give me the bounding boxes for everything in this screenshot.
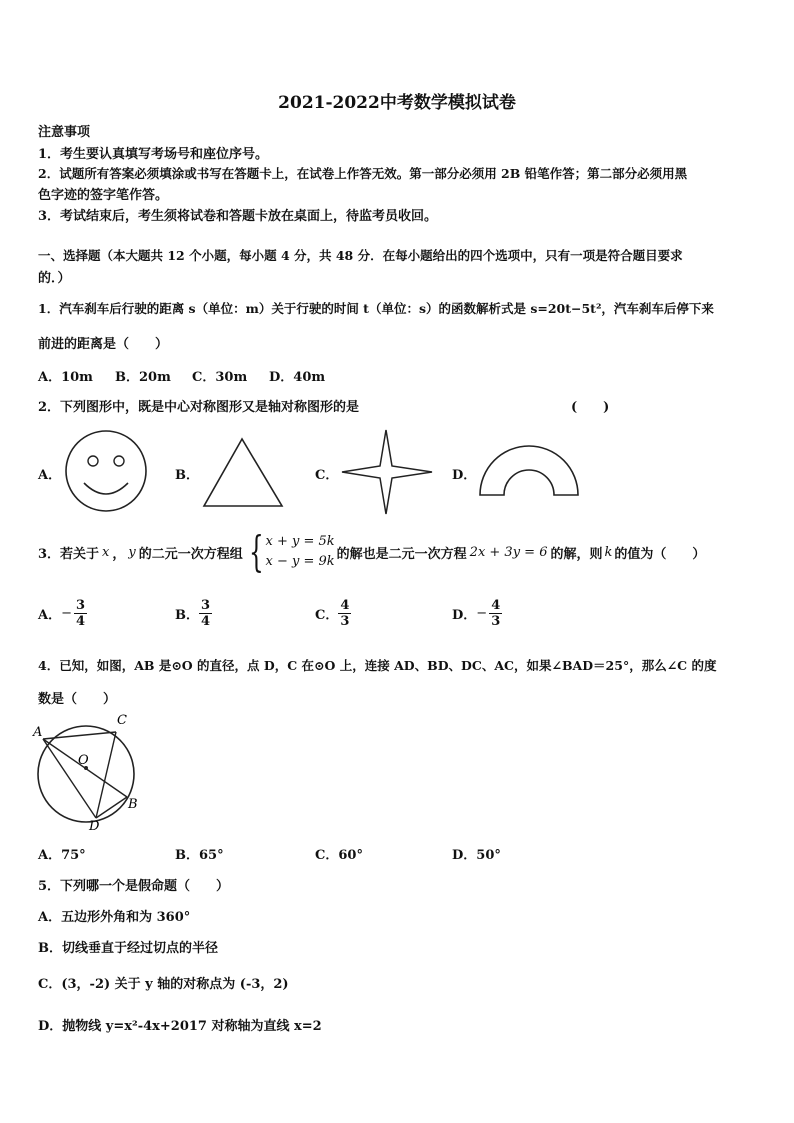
q4-option-b[interactable]: B．65° [175,848,224,863]
q3-option-d-denominator: 3 [491,614,501,629]
q3-option-a-label: A． [38,608,62,623]
q4-option-c[interactable]: C．60° [315,848,363,863]
question-5-stem: 5．下列哪一个是假命题（ ） [38,879,230,894]
smiley-face-figure [60,425,156,517]
q3-tail: 的值为（ ） [614,546,706,562]
question-2-paren: ( ) [571,400,610,415]
q3-option-a-denominator: 4 [76,614,86,629]
q3-option-c-numerator: 4 [340,598,350,613]
q5-option-b[interactable]: B．切线垂直于经过切点的半径 [38,941,218,956]
section-heading-cont: 的．） [38,271,71,286]
q3-option-c-denominator: 3 [340,614,350,629]
section-heading: 一、选择题（本大题共 12 个小题，每小题 4 分，共 48 分．在每小题给出的四个选项中，只有一项是符合题目要求 [38,248,683,263]
q3-option-b[interactable] [175,598,212,629]
q3-option-c-fraction [338,598,351,629]
q3-option-c-label: C． [315,608,339,623]
q3-var-k: k [604,544,613,560]
q3-option-b-numerator: 3 [201,598,211,613]
q3-sep: ， [112,546,126,562]
q3-option-d-numerator: 4 [491,598,501,613]
q1-option-a[interactable]: A．10m [38,370,93,385]
q3-option-d-fraction [489,598,502,629]
q5-option-d[interactable]: D．抛物线 y=x²-4x+2017 对称轴为直线 x=2 [38,1019,322,1034]
equation-3: 2x + 3y = 6 [469,544,548,560]
point-c-label: C [117,713,127,728]
q2-option-c-label[interactable]: C． [315,468,339,483]
note-2: 2．试题所有答案必须填涂或书写在答题卡上，在试卷上作答无效。第一部分必须用 2B 铅笔作答；第二部分必须用黑 [38,166,688,181]
q3-var-y: y [128,544,136,560]
triangle-figure [200,436,290,510]
q3-option-a[interactable] [38,598,87,629]
q3-mid2: 的解也是二元一次方程 [336,546,467,562]
q2-option-b-label[interactable]: B． [175,468,199,483]
q3-var-x: x [102,544,110,560]
q3-option-a-fraction [74,598,87,629]
q3-prefix: 3．若关于 [38,546,100,562]
equation-1: x + y = 5k [265,534,335,549]
semicircular-arch-figure [476,440,582,500]
point-o-label: O [78,753,89,768]
equation-system [266,532,335,572]
question-2-stem: 2．下列图形中，既是中心对称图形又是轴对称图形的是 [38,400,360,415]
q5-option-c[interactable]: C．(3，-2) 关于 y 轴的对称点为 (-3，2) [38,977,289,992]
point-d-label: D [89,819,100,834]
q3-option-b-fraction [199,598,212,629]
q4-option-a[interactable]: A．75° [38,848,86,863]
q3-mid3: 的解，则 [550,546,603,562]
notes-heading: 注意事项 [38,125,91,140]
q3-option-a-numerator: 3 [76,598,86,613]
system-brace: { [248,527,264,576]
question-4-stem-cont: 数是（ ） [38,692,117,707]
q5-option-a[interactable]: A．五边形外角和为 360° [38,910,191,925]
page-title: 2021-2022中考数学模拟试卷 [278,93,516,113]
four-point-star-figure [340,427,436,517]
q4-option-d[interactable]: D．50° [452,848,501,863]
q1-option-d[interactable]: D．40m [269,370,326,385]
equation-2: x − y = 9k [265,554,335,569]
q3-mid: 的二元一次方程组 [138,546,243,562]
q3-option-b-label: B． [175,608,199,623]
q3-option-c[interactable] [315,598,351,629]
q3-option-d-label: D． [452,608,477,623]
question-3-stem [38,527,706,576]
note-3: 3．考试结束后，考生须将试卷和答题卡放在桌面上，待监考员收回。 [38,209,438,224]
question-1-stem-cont: 前进的距离是（ ） [38,337,169,352]
q2-option-d-label[interactable]: D． [452,468,477,483]
q1-option-b[interactable]: B．20m [115,370,171,385]
q3-option-a-sign: − [61,606,72,621]
q3-option-d-sign: − [476,606,488,621]
point-b-label: B [128,797,138,812]
q2-option-a-label[interactable]: A． [38,468,62,483]
q1-option-c[interactable]: C．30m [192,370,248,385]
question-4-stem: 4．已知，如图，AB 是⊙O 的直径，点 D，C 在⊙O 上，连接 AD、BD、DC、AC，如果∠BAD＝25°，那么∠C 的度 [38,658,717,673]
note-2-cont: 色字迹的签字笔作答。 [38,188,169,203]
circle-geometry-figure [30,712,150,836]
question-1-stem: 1．汽车刹车后行驶的距离 s（单位：m）关于行驶的时间 t（单位：s）的函数解析式是 s=20t−5t²，汽车刹车后停下来 [38,301,714,316]
q3-option-d[interactable] [452,598,502,629]
q3-option-b-denominator: 4 [201,614,211,629]
note-1: 1．考生要认真填写考场号和座位序号。 [38,147,269,162]
point-a-label: A [33,725,43,740]
